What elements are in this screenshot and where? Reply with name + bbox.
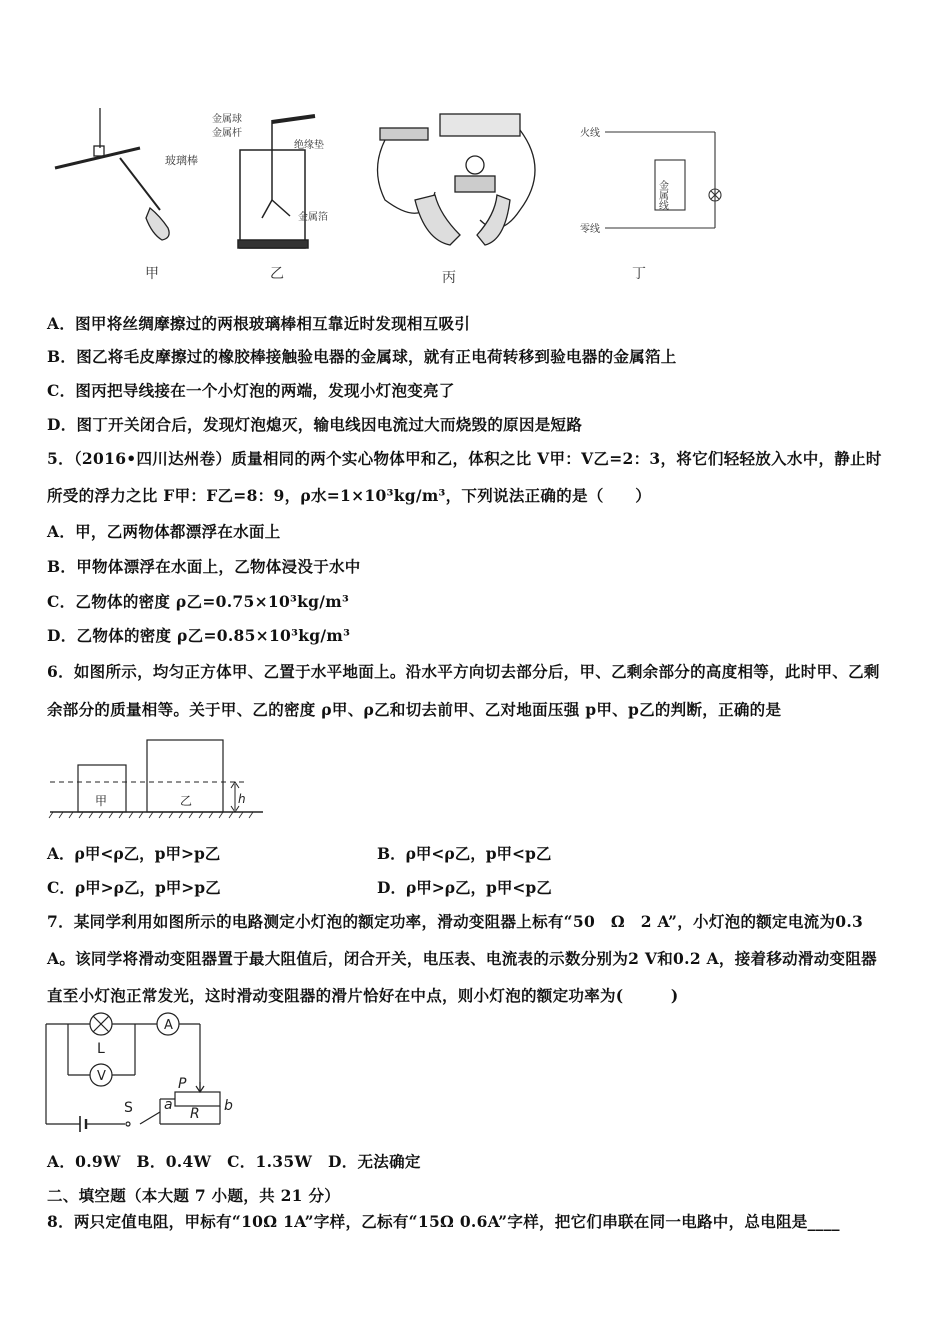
ammeter-label: A bbox=[164, 1018, 173, 1033]
q4-option-a: A．图甲将丝绸摩擦过的两根玻璃棒相互靠近时发现相互吸引 bbox=[47, 314, 471, 333]
q5-option-c: C．乙物体的密度 ρ乙=0.75×10³kg/m³ bbox=[47, 592, 350, 611]
q7-stem-line1: 7．某同学利用如图所示的电路测定小灯泡的额定功率，滑动变阻器上标有“50 Ω 2 A”，小灯泡的额定电流为0.3 bbox=[47, 912, 864, 931]
metal-wire-label: 金属线 bbox=[656, 180, 668, 210]
q7-stem-line2: A。该同学将滑动变阻器置于最大阻值后，闭合开关，电压表、电流表的示数分别为2 V和0.2 A，接着移动滑动变阻器 bbox=[47, 949, 877, 968]
fig-label-ding: 丁 bbox=[632, 266, 646, 282]
fig-label-yi: 乙 bbox=[270, 266, 284, 282]
q8-stem-line1: 8．两只定值电阻，甲标有“10Ω 1A”字样，乙标有“15Ω 0.6A”字样，把它们串联在同一电路中，总电阻是____ bbox=[47, 1212, 840, 1231]
q4-option-d: D．图丁开关闭合后，发现灯泡熄灭，输电线因电流过大而烧毁的原因是短路 bbox=[47, 415, 583, 434]
section2-title: 二、填空题（本大题 7 小题，共 21 分） bbox=[47, 1186, 341, 1205]
live-wire-label: 火线 bbox=[580, 128, 600, 139]
figure-bing bbox=[378, 114, 536, 245]
q6-option-a: A．ρ甲<ρ乙，p甲>p乙 bbox=[47, 844, 221, 863]
q7-circuit bbox=[40, 1012, 240, 1137]
neutral-wire-label: 零线 bbox=[580, 224, 600, 235]
height-label: h bbox=[238, 792, 246, 806]
metal-rod-label: 金属杆 bbox=[212, 128, 242, 139]
end-a-label: a bbox=[164, 1097, 173, 1113]
q6-stem-line1: 6．如图所示，均匀正方体甲、乙置于水平地面上。沿水平方向切去部分后，甲、乙剩余部分的高度相等，此时甲、乙剩 bbox=[47, 662, 880, 681]
resistor-label: R bbox=[190, 1106, 200, 1122]
fig-label-bing: 丙 bbox=[442, 270, 456, 286]
figure-yi bbox=[238, 116, 315, 248]
q5-stem-line2: 所受的浮力之比 F甲：F乙=8：9，ρ水=1×10³kg/m³，下列说法正确的是（ ） bbox=[47, 486, 652, 505]
fig-label-jia: 甲 bbox=[145, 266, 159, 282]
glass-rod-label: 玻璃棒 bbox=[165, 154, 198, 167]
q6-figure bbox=[45, 735, 270, 825]
q6-option-c: C．ρ甲>ρ乙，p甲>p乙 bbox=[47, 878, 221, 897]
q6-option-b: B．ρ甲<ρ乙，p甲<p乙 bbox=[377, 844, 552, 863]
end-b-label: b bbox=[224, 1098, 233, 1114]
q5-option-b: B．甲物体漂浮在水面上，乙物体浸没于水中 bbox=[47, 557, 361, 576]
foil-label: 金属箔 bbox=[298, 212, 328, 223]
block-jia-label: 甲 bbox=[95, 794, 108, 808]
q6-stem-line2: 余部分的质量相等。关于甲、乙的密度 ρ甲、ρ乙和切去前甲、乙对地面压强 p甲、p乙的判断，正确的是 bbox=[47, 700, 782, 719]
slider-label: P bbox=[178, 1076, 187, 1092]
voltmeter-label: V bbox=[97, 1069, 106, 1084]
figure-jia bbox=[55, 108, 169, 240]
q4-option-c: C．图丙把导线接在一个小灯泡的两端，发现小灯泡变亮了 bbox=[47, 381, 455, 400]
q4-figures bbox=[50, 100, 750, 300]
q7-options: A．0.9W B．0.4W C．1.35W D．无法确定 bbox=[47, 1152, 421, 1171]
q5-stem-line1: 5．（2016•四川达州卷）质量相同的两个实心物体甲和乙，体积之比 V甲：V乙=2：3，将它们轻轻放入水中，静止时 bbox=[47, 449, 882, 468]
metal-ball-label: 金属球 bbox=[212, 114, 242, 125]
q4-option-b: B．图乙将毛皮摩擦过的橡胶棒接触验电器的金属球，就有正电荷转移到验电器的金属箔上 bbox=[47, 347, 677, 366]
lamp-label: L bbox=[97, 1041, 105, 1057]
q5-option-d: D．乙物体的密度 ρ乙=0.85×10³kg/m³ bbox=[47, 626, 351, 645]
insulator-label: 绝缘垫 bbox=[294, 140, 324, 151]
q7-stem-line3: 直至小灯泡正常发光，这时滑动变阻器的滑片恰好在中点，则小灯泡的额定功率为( ) bbox=[47, 986, 679, 1005]
q6-option-d: D．ρ甲>ρ乙，p甲<p乙 bbox=[377, 878, 552, 897]
switch-label: S bbox=[124, 1100, 133, 1116]
q5-option-a: A．甲，乙两物体都漂浮在水面上 bbox=[47, 522, 281, 541]
block-yi-label: 乙 bbox=[180, 794, 193, 808]
